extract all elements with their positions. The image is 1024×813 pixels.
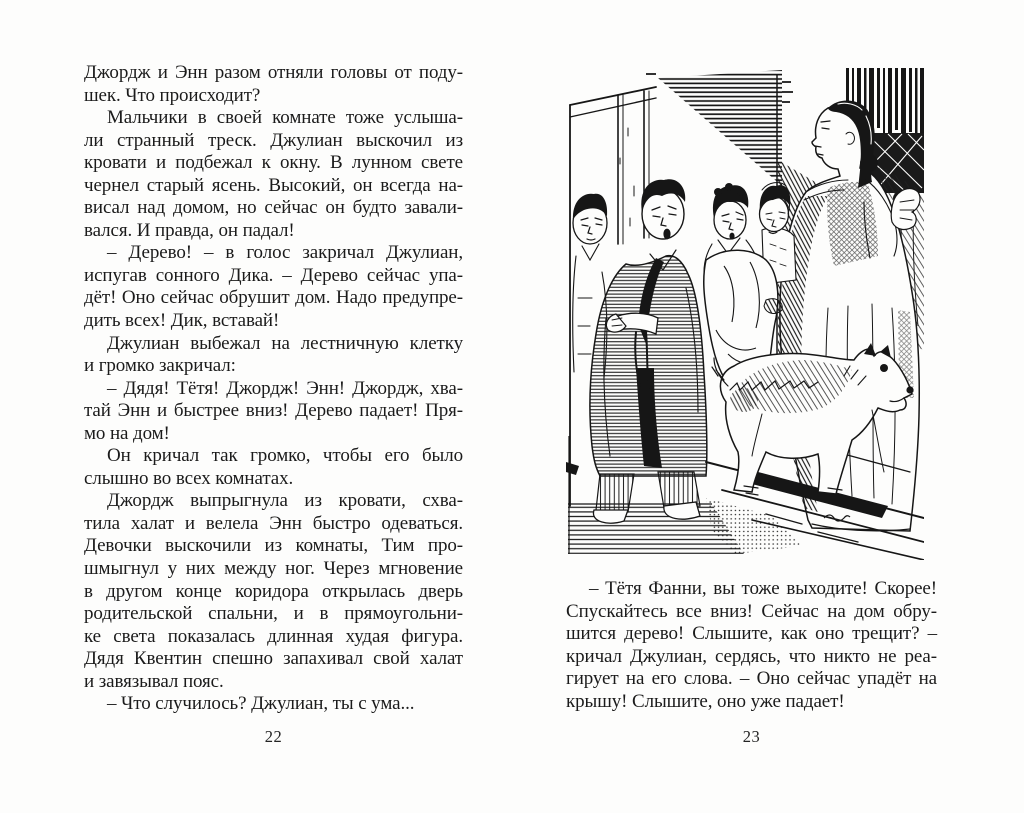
typeset-line: Джулиан выбежал на лестничную клетку xyxy=(107,332,463,354)
typeset-line: Девочки выскочили из комнаты, Тим про- xyxy=(84,535,463,557)
typeset-line: вался. И правда, он падал! xyxy=(84,219,295,241)
typeset-line: слышно во всех комнатах. xyxy=(84,467,294,489)
left-page-number: 22 xyxy=(264,727,283,746)
typeset-line: дёт! Оно сейчас обрушит дом. Надо предупре- xyxy=(84,287,463,309)
typeset-line: висал над домом, но сейчас он будто завали- xyxy=(84,197,463,219)
illustration-svg xyxy=(566,68,924,560)
typeset-line: тай Энн и быстрее вниз! Дерево падает! Пря- xyxy=(84,400,463,422)
typeset-line: шек. Что происходит? xyxy=(84,84,261,106)
typeset-line: в другом конце коридора открылась дверь xyxy=(84,580,463,602)
typeset-line: Джордж выпрыгнула из кровати, схва- xyxy=(107,490,463,512)
typeset-line: кровати и подбежал к окну. В лунном свете xyxy=(84,152,463,174)
typeset-line: Мальчики в своей комнате тоже услыша- xyxy=(107,107,463,129)
typeset-line: кричал Джулиан, сердясь, что никто не реа- xyxy=(566,645,937,667)
typeset-line: дить всех! Дик, вставай! xyxy=(84,310,280,332)
typeset-line: родительской спальни, и в прямоугольни- xyxy=(84,603,463,625)
typeset-line: – Дядя! Тётя! Джордж! Энн! Джордж, хва- xyxy=(107,377,463,399)
typeset-line: и громко закричал: xyxy=(84,355,236,377)
typeset-line: чернел старый ясень. Высокий, он всегда на- xyxy=(84,174,463,196)
typeset-line: мо на дом! xyxy=(84,422,170,444)
right-page-text-block xyxy=(566,578,937,713)
typeset-line: – Тётя Фанни, вы тоже выходите! Скорее! xyxy=(589,578,937,599)
right-page-number: 23 xyxy=(742,727,761,746)
left-page-text-block xyxy=(84,62,463,716)
typeset-line: испугав сонного Дика. – Дерево сейчас упа- xyxy=(84,264,463,286)
typeset-line: ли странный треск. Джулиан выскочил из xyxy=(84,129,463,151)
typeset-line: Он кричал так громко, чтобы его было xyxy=(107,445,463,467)
typeset-line: тила халат и велела Энн быстро одеваться. xyxy=(84,512,463,534)
typeset-line: крышу! Слышите, оно уже падает! xyxy=(566,690,845,712)
typeset-line: Дядя Квентин спешно запахивал свой халат xyxy=(84,648,463,670)
typeset-line: гирует на его слова. – Оно сейчас упадёт на xyxy=(566,668,937,690)
typeset-line: Джордж и Энн разом отняли головы от поду- xyxy=(84,62,463,83)
illustration xyxy=(566,68,924,560)
typeset-line: ке света показалась длинная худая фигура. xyxy=(84,625,463,647)
typeset-line: и завязывал пояс. xyxy=(84,670,224,692)
typeset-line: – Что случилось? Джулиан, ты с ума... xyxy=(107,693,415,715)
typeset-line: шится дерево! Слышите, как оно трещит? – xyxy=(566,623,937,645)
typeset-line: Спускайтесь все вниз! Сейчас на дом обру- xyxy=(566,600,937,622)
typeset-line: – Дерево! – в голос закричал Джулиан, xyxy=(107,242,463,264)
typeset-line: шмыгнул у них между ног. Через мгновение xyxy=(84,558,463,580)
